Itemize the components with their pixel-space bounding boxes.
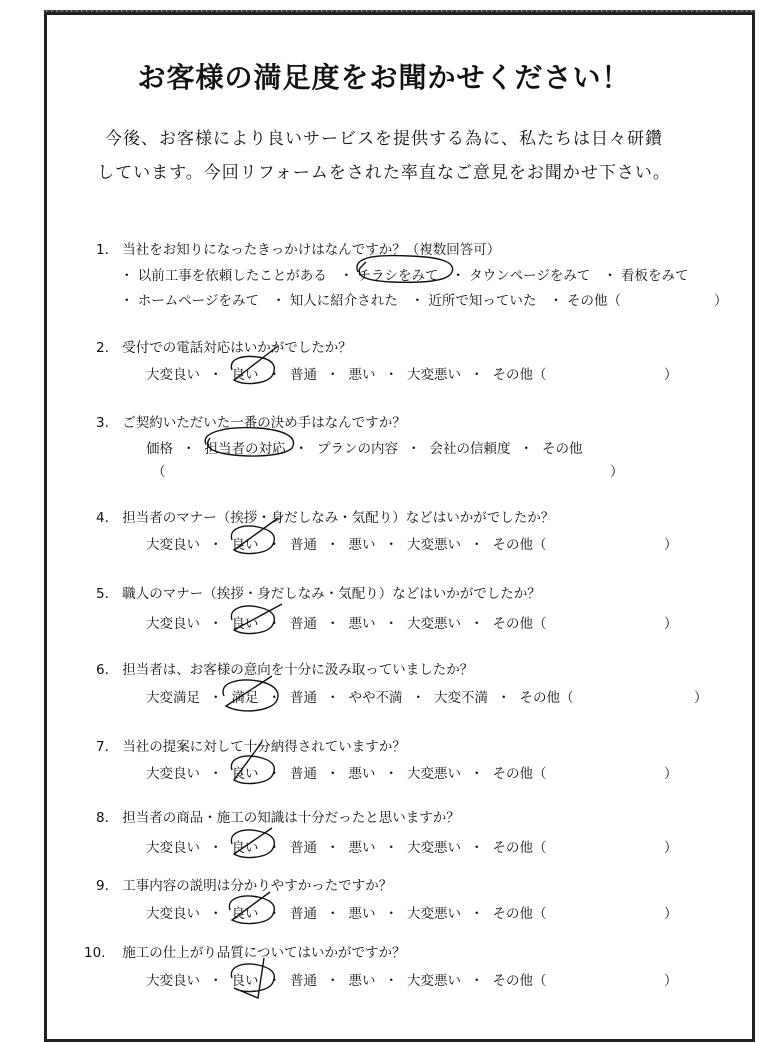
option-somewhat-dissatisfied[interactable]: やや不満 xyxy=(348,690,403,706)
option-other[interactable]: その他（ xyxy=(492,973,547,989)
option-very-good[interactable]: 大変良い xyxy=(146,973,200,989)
option-average[interactable]: 普通 xyxy=(290,616,317,632)
option-bad[interactable]: 悪い xyxy=(348,906,376,922)
question-7 xyxy=(96,735,406,755)
option-satisfied[interactable]: 満足 xyxy=(231,690,259,706)
question-1 xyxy=(96,238,500,258)
question-text: 担当者は、お客様の意向を十分に汲み取っていましたか？ xyxy=(122,662,474,678)
question-10 xyxy=(84,941,406,961)
question-text: 施工の仕上がり品質についてはいかがですか？ xyxy=(122,945,406,961)
option-very-bad[interactable]: 大変悪い xyxy=(407,616,461,632)
question-4 xyxy=(96,506,554,526)
option-average[interactable]: 普通 xyxy=(290,840,317,856)
option-previous-request[interactable]: ・ 以前工事を依頼したことがある xyxy=(120,268,327,284)
intro-line-1: 今後、お客様により良いサービスを提供する為に、私たちは日々研鑽 xyxy=(105,129,663,149)
question-text: 受付での電話対応はいかがでしたか？ xyxy=(122,340,352,356)
option-other[interactable]: その他（ xyxy=(519,690,574,706)
option-very-good[interactable]: 大変良い xyxy=(146,766,200,782)
option-very-bad[interactable]: 大変悪い xyxy=(407,537,461,553)
option-good[interactable]: 良い xyxy=(231,840,259,856)
question-text: 職人のマナー（挨拶・身だしなみ・気配り）などはいかがでしたか？ xyxy=(122,586,541,602)
question-9-options: 大変良い ・ 良い ・ 普通 ・ 悪い ・ 大変悪い ・ その他（ xyxy=(146,906,547,922)
option-good[interactable]: 良い xyxy=(231,906,259,922)
option-very-bad[interactable]: 大変悪い xyxy=(407,840,461,856)
option-good[interactable]: 良い xyxy=(231,367,259,383)
question-text: 当社をお知りになったきっかけはなんですか？（複数回答可） xyxy=(122,242,501,258)
option-good[interactable]: 良い xyxy=(231,537,259,553)
question-10-options: 大変良い ・ 良い ・ 普通 ・ 悪い ・ 大変悪い ・ その他（ xyxy=(146,973,547,989)
question-6 xyxy=(96,658,473,678)
option-bad[interactable]: 悪い xyxy=(348,973,376,989)
option-good[interactable]: 良い xyxy=(231,766,259,782)
option-other[interactable]: その他 xyxy=(542,441,583,457)
other-close-paren: ） xyxy=(664,367,678,383)
question-6-options: 大変満足 ・ 満足 ・ 普通 ・ やや不満 ・ 大変不満 ・ その他（ xyxy=(146,690,574,706)
option-other[interactable]: その他（ xyxy=(492,766,547,782)
question-1-options-line-2 xyxy=(120,289,621,309)
question-2-options: 大変良い ・ 良い ・ 普通 ・ 悪い ・ 大変悪い ・ その他（ xyxy=(146,367,547,383)
option-average[interactable]: 普通 xyxy=(290,973,317,989)
option-flyer[interactable]: ・ チラシをみて xyxy=(339,268,439,284)
option-bad[interactable]: 悪い xyxy=(348,537,376,553)
question-text: 工事内容の説明は分かりやすかったですか？ xyxy=(122,878,393,894)
question-4-options: 大変良い ・ 良い ・ 普通 ・ 悪い ・ 大変悪い ・ その他（ xyxy=(146,537,547,553)
option-nearby[interactable]: ・ 近所で知っていた xyxy=(410,293,537,309)
option-very-bad[interactable]: 大変悪い xyxy=(407,766,461,782)
option-very-good[interactable]: 大変良い xyxy=(146,906,200,922)
option-other[interactable]: その他（ xyxy=(492,537,547,553)
question-number: 2. xyxy=(96,340,109,356)
question-5-options: 大変良い ・ 良い ・ 普通 ・ 悪い ・ 大変悪い ・ その他（ xyxy=(146,616,547,632)
option-average[interactable]: 普通 xyxy=(290,537,317,553)
option-homepage[interactable]: ・ ホームページをみて xyxy=(120,293,260,309)
other-close-paren: ） xyxy=(664,973,678,989)
option-very-bad[interactable]: 大変悪い xyxy=(407,367,461,383)
option-very-dissatisfied[interactable]: 大変不満 xyxy=(434,690,488,706)
question-number: 4. xyxy=(96,510,109,526)
question-text: 当社の提案に対して十分納得されていますか？ xyxy=(122,739,406,755)
question-number: 7. xyxy=(96,739,109,755)
other-close-paren: ） xyxy=(610,464,624,480)
option-plan-content[interactable]: プランの内容 xyxy=(317,441,398,457)
option-bad[interactable]: 悪い xyxy=(348,766,376,782)
question-number: 1. xyxy=(96,242,109,258)
other-open-paren: （ xyxy=(152,464,166,480)
option-very-good[interactable]: 大変良い xyxy=(146,537,200,553)
question-5 xyxy=(96,582,541,602)
option-other[interactable]: その他（ xyxy=(492,367,547,383)
question-text: 担当者のマナー（挨拶・身だしなみ・気配り）などはいかがでしたか？ xyxy=(122,510,555,526)
option-price[interactable]: 価格 xyxy=(146,441,173,457)
option-other[interactable]: その他（ xyxy=(492,840,547,856)
other-close-paren: ） xyxy=(664,616,678,632)
option-staff-response[interactable]: 担当者の対応 xyxy=(204,441,286,457)
option-average[interactable]: 普通 xyxy=(290,367,317,383)
other-close-paren: ） xyxy=(664,840,678,856)
other-close-paren: ） xyxy=(664,537,678,553)
question-number: 10. xyxy=(84,945,106,961)
question-2 xyxy=(96,336,352,356)
question-number: 6. xyxy=(96,662,109,678)
question-number: 9. xyxy=(96,878,109,894)
question-3 xyxy=(96,411,406,431)
option-bad[interactable]: 悪い xyxy=(348,840,376,856)
question-8 xyxy=(96,806,460,826)
question-1-options-line-1 xyxy=(120,264,689,284)
option-signboard[interactable]: ・ 看板をみて xyxy=(603,268,689,284)
option-referral[interactable]: ・ 知人に紹介された xyxy=(271,293,398,309)
option-very-satisfied[interactable]: 大変満足 xyxy=(146,690,200,706)
other-close-paren: ） xyxy=(664,906,678,922)
question-text: ご契約いただいた一番の決め手はなんですか？ xyxy=(122,415,406,431)
other-close-paren: ） xyxy=(694,690,708,706)
option-very-bad[interactable]: 大変悪い xyxy=(407,906,461,922)
question-number: 3. xyxy=(96,415,109,431)
option-bad[interactable]: 悪い xyxy=(348,367,376,383)
option-average[interactable]: 普通 xyxy=(290,906,317,922)
intro-line-2: しています。今回リフォームをされた率直なご意見をお聞かせ下さい。 xyxy=(97,163,671,183)
question-3-options: 価格 ・ 担当者の対応 ・ プランの内容 ・ 会社の信頼度 ・ その他 xyxy=(146,441,583,457)
question-number: 5. xyxy=(96,586,109,602)
question-number: 8. xyxy=(96,810,109,826)
option-very-good[interactable]: 大変良い xyxy=(146,616,200,632)
option-very-good[interactable]: 大変良い xyxy=(146,367,200,383)
option-good[interactable]: 良い xyxy=(231,616,259,632)
option-other[interactable]: ・ その他（ xyxy=(549,293,622,309)
question-9 xyxy=(96,874,392,894)
other-close-paren: ） xyxy=(714,293,728,309)
page-title: お客様の満足度をお聞かせください！ xyxy=(137,61,631,94)
option-average[interactable]: 普通 xyxy=(290,766,317,782)
option-company-trust[interactable]: 会社の信頼度 xyxy=(429,441,511,457)
option-good[interactable]: 良い xyxy=(231,973,259,989)
question-7-options: 大変良い ・ 良い ・ 普通 ・ 悪い ・ 大変悪い ・ その他（ xyxy=(146,766,547,782)
option-other[interactable]: その他（ xyxy=(492,906,547,922)
option-other[interactable]: その他（ xyxy=(492,616,547,632)
question-text: 担当者の商品・施工の知識は十分だったと思いますか？ xyxy=(122,810,460,826)
option-average[interactable]: 普通 xyxy=(290,690,317,706)
other-close-paren: ） xyxy=(664,766,678,782)
question-8-options: 大変良い ・ 良い ・ 普通 ・ 悪い ・ 大変悪い ・ その他（ xyxy=(146,840,547,856)
option-very-good[interactable]: 大変良い xyxy=(146,840,200,856)
option-very-bad[interactable]: 大変悪い xyxy=(407,973,461,989)
option-town-page[interactable]: ・ タウンページをみて xyxy=(451,268,591,284)
option-bad[interactable]: 悪い xyxy=(348,616,376,632)
